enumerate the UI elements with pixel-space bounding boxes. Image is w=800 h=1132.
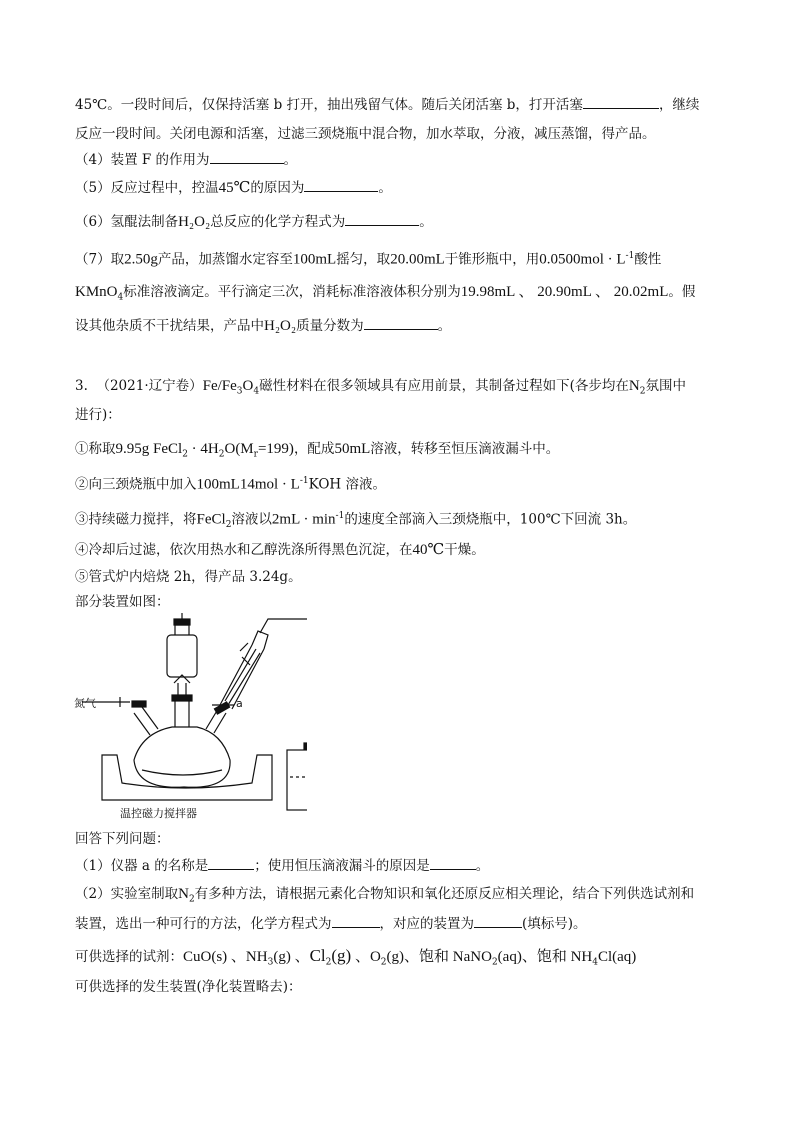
sub-question-2: （2）实验室制取$N_2$有多种方法，请根据元素化合物知识和氧化还原反应相关理论，结合下列供选试剂和	[75, 886, 695, 905]
sub-question-1: （1）仪器 a 的名称是 ；使用恒压滴液漏斗的原因是 。	[75, 858, 490, 874]
text-line: （7）取2.50g产品，加蒸馏水定容至100mL摇匀，取20.00mL于锥形瓶中，用$0.0500mol \cdot L^{-1}$酸性	[75, 251, 662, 268]
step-5: ⑤管式炉内焙烧 2h，得产品 3.24g。	[75, 569, 302, 585]
answer-blank[interactable]	[474, 915, 522, 928]
answer-blank[interactable]	[583, 96, 659, 109]
apparatus-drawing	[72, 605, 307, 825]
stirrer-label: 温控磁力搅拌器	[120, 807, 197, 820]
figure-caption: 部分装置如图：	[75, 594, 170, 610]
step-4: ④冷却后过滤，依次用热水和乙醇洗涤所得黑色沉淀，在40℃干燥。	[75, 542, 485, 558]
step-2: ②向三颈烧瓶中加入$100mL14mol \cdot L^{-1}KOH$ 溶液。	[75, 476, 386, 493]
step-3: ③持续磁力搅拌，将FeCl$_2$溶液以$2mL \cdot \min^{-1}$的速度全部滴入三颈烧瓶中，100℃下回流 3h。	[75, 511, 637, 531]
answer-blank[interactable]	[345, 213, 419, 226]
step-1: ①称取9.95g FeCl$_2$ · $4H_2O(M_r=199)$，配成50mL溶液，转移至恒压滴液漏斗中。	[75, 441, 560, 460]
text-line: 设其他杂质不干扰结果，产品中H₂O₂质量分数为 。	[75, 318, 452, 334]
text-line: 装置，选出一种可行的方法，化学方程式为 ，对应的装置为 (填标号)。	[75, 916, 587, 932]
answer-blank[interactable]	[364, 317, 438, 330]
text-line: 反应一段时间。关闭电源和活塞，过滤三颈烧瓶中混合物，加水萃取，分液，减压蒸馏，得产品。	[75, 126, 656, 142]
answer-blank[interactable]	[304, 179, 378, 192]
apparatus-figure	[72, 605, 307, 825]
text-line: 45℃。一段时间后，仅保持活塞 b 打开，抽出残留气体。随后关闭活塞 b，打开活塞 ，继续	[75, 97, 700, 113]
text-line: 进行)：	[75, 407, 121, 423]
answer-heading: 回答下列问题：	[75, 831, 170, 847]
apparatus-list-heading: 可供选择的发生装置(净化装置略去)：	[75, 979, 302, 995]
reagent-list: 可供选择的试剂：CuO(s) 、$NH_3(g)$ 、$Cl_2(g)$ 、$O_2(g)$、饱和 NaNO$_2$(aq)、饱和 $NH_4Cl(aq)$	[75, 946, 637, 968]
question-3-header: 3. （2021·辽宁卷）$Fe/Fe_3O_4$磁性材料在很多领域具有应用前景，其制备过程如下(各步均在$N_2$氛围中	[75, 378, 686, 397]
answer-blank[interactable]	[208, 857, 254, 870]
instrument-a-label: a	[236, 697, 243, 710]
text-line: （4）装置 F 的作用为 。	[75, 152, 298, 168]
answer-blank[interactable]	[210, 151, 284, 164]
text-line: （5）反应过程中，控温45℃的原因为 。	[75, 180, 392, 196]
text-line: KMnO$_4$标准溶液滴定。平行滴定三次，消耗标准溶液体积分别为19.98mL 、 20.90mL 、 20.02mL。假	[75, 284, 696, 303]
answer-blank[interactable]	[332, 915, 380, 928]
nitrogen-label: 氮气	[74, 697, 96, 710]
answer-blank[interactable]	[430, 857, 476, 870]
text-line: （6）氢醌法制备H₂O₂总反应的化学方程式为 。	[75, 214, 433, 230]
